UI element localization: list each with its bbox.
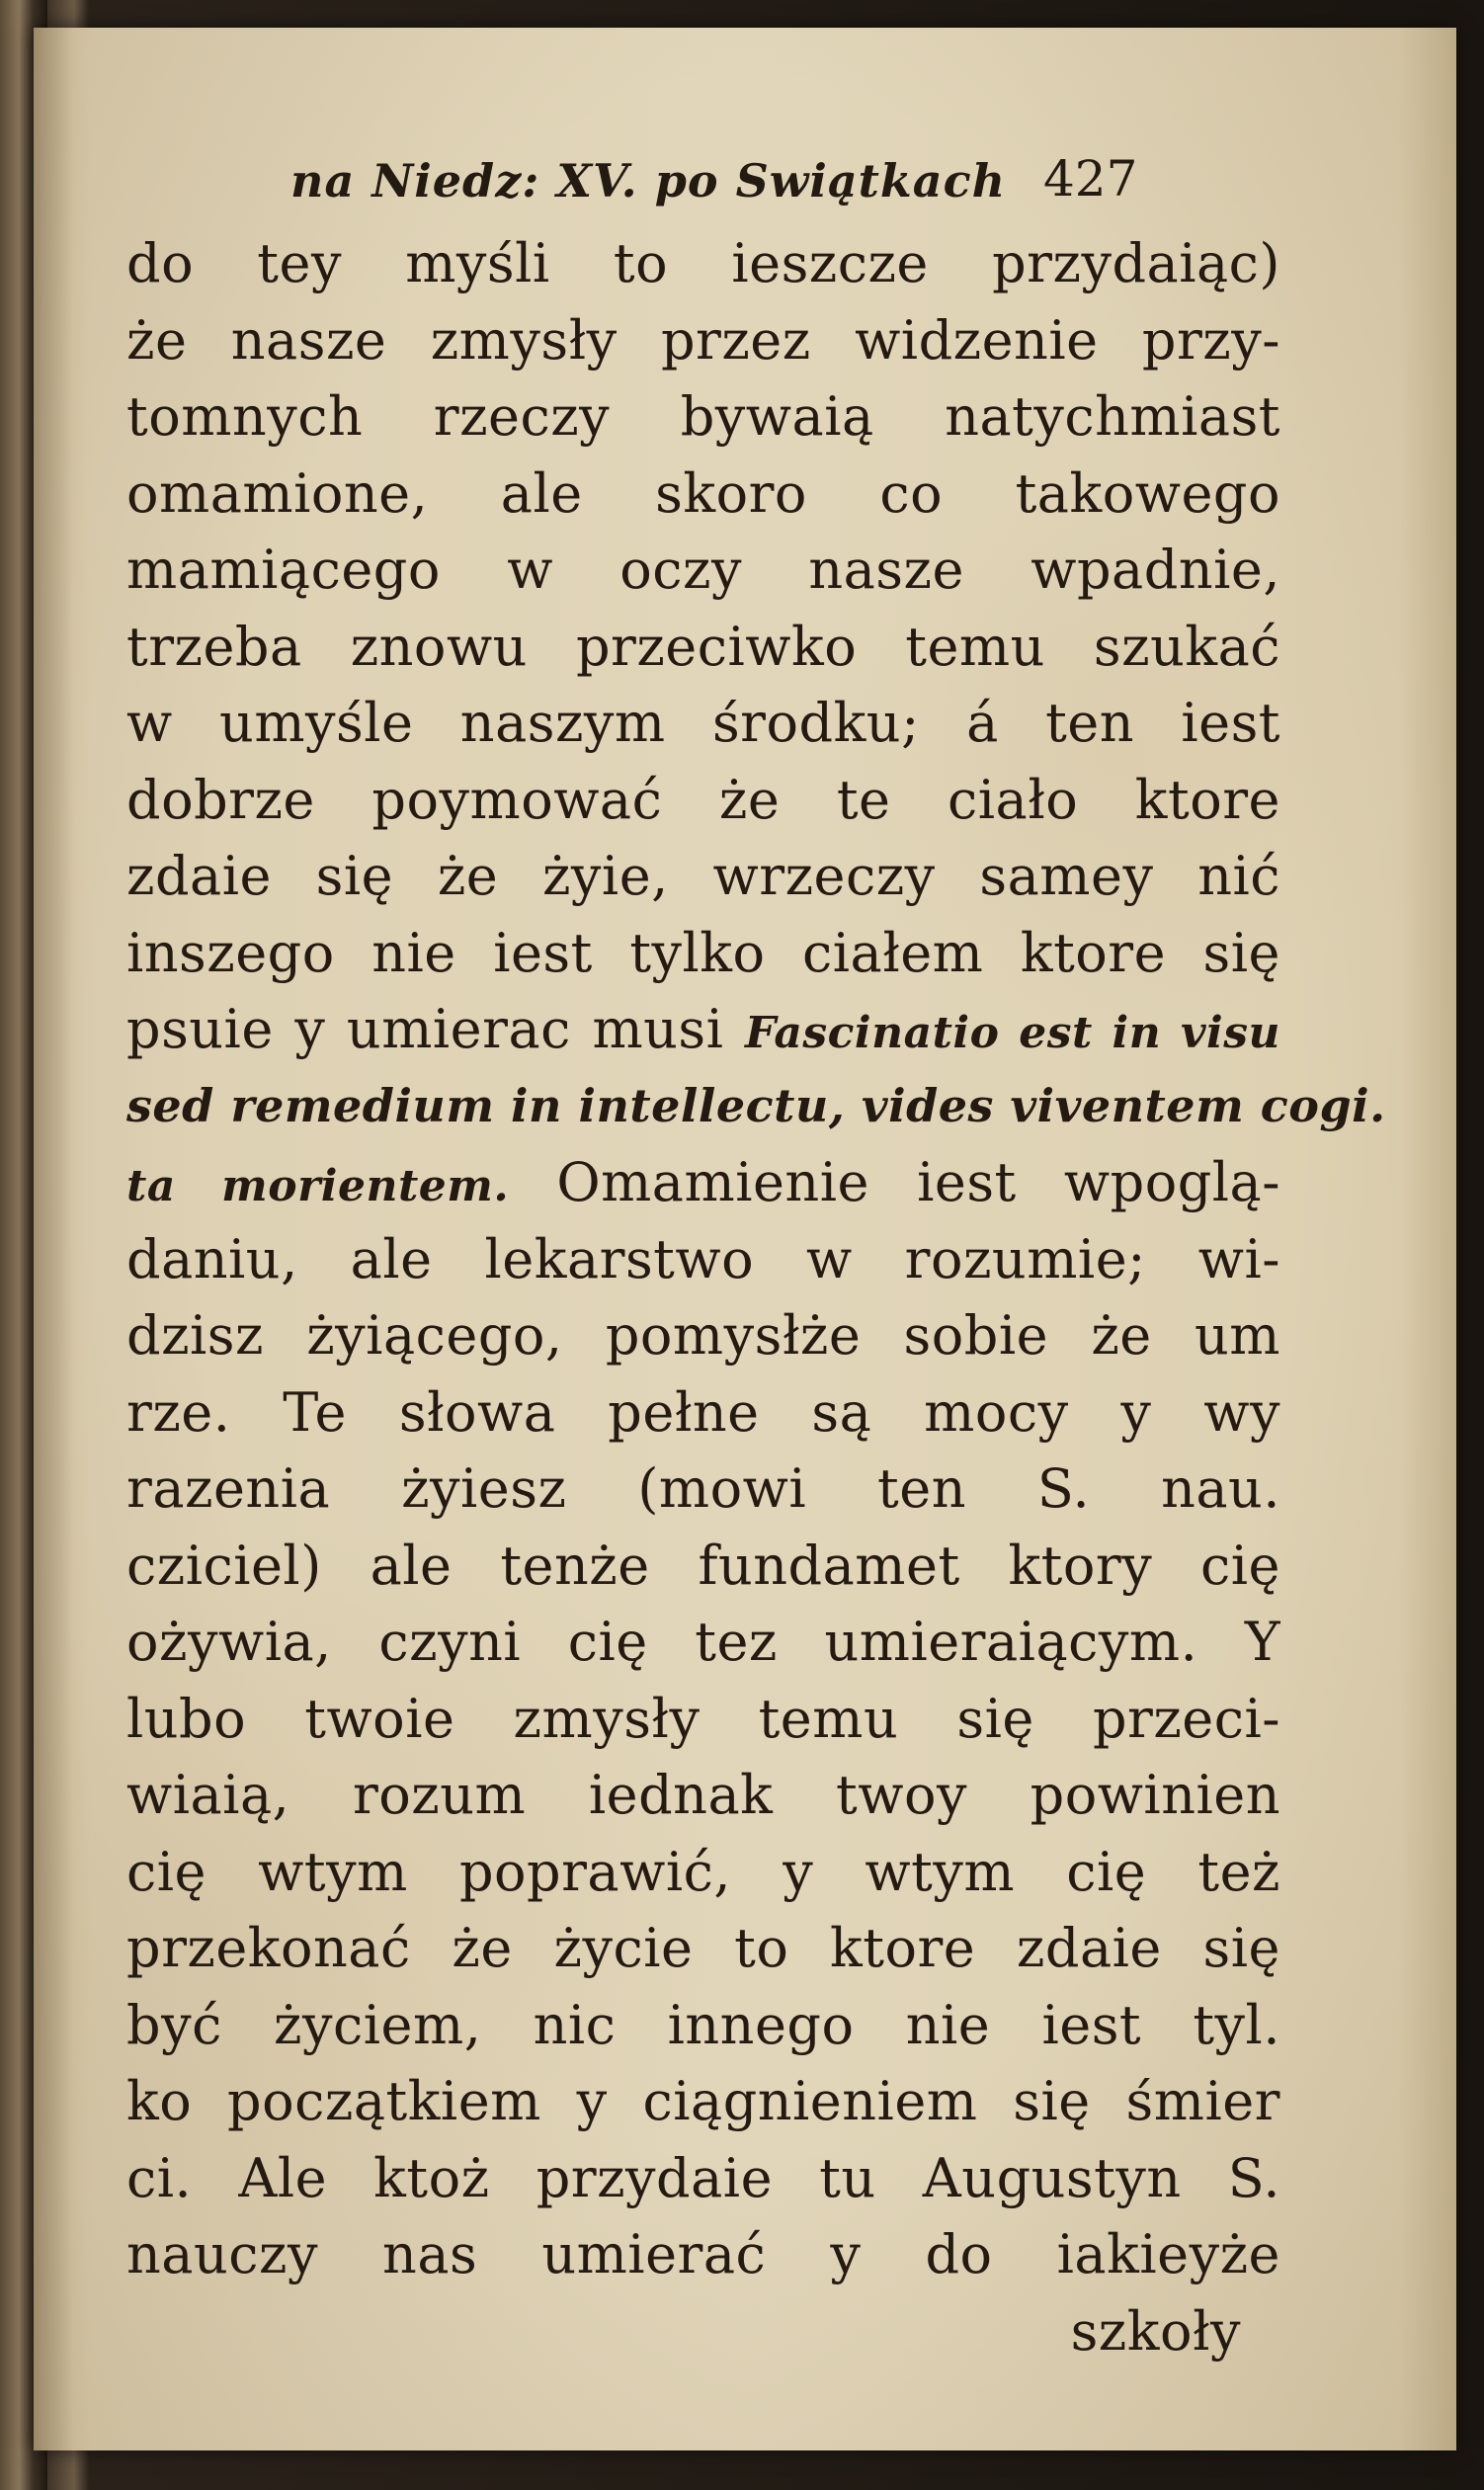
text-segment: szkoły	[1070, 2299, 1241, 2363]
text-segment: ko początkiem y ciągnieniem się śmier	[126, 2070, 1280, 2132]
text-line	[126, 1987, 1280, 2064]
text-line	[126, 1604, 1280, 1681]
text-line	[126, 1834, 1280, 1911]
text-segment: tomnych rzeczy bywaią natychmiast	[126, 385, 1280, 448]
text-line	[126, 1910, 1280, 1987]
text-line	[126, 1144, 1280, 1221]
text-segment: rze. Te słowa pełne są mocy y wy	[126, 1380, 1280, 1444]
text-line	[126, 609, 1280, 686]
text-line	[126, 225, 1280, 302]
text-segment: w umyśle naszym środku; á ten iest	[126, 692, 1280, 754]
text-segment: daniu, ale lekarstwo w rozumie; wi-	[126, 1227, 1280, 1290]
text-segment: być życiem, nic innego nie iest tyl.	[126, 1993, 1280, 2056]
text-line	[126, 762, 1280, 839]
text-segment: razenia żyiesz (mowi ten S. nau.	[126, 1457, 1280, 1520]
text-line	[126, 532, 1280, 609]
text-line	[126, 1068, 1386, 1145]
text-segment: ta morientem.	[126, 1161, 510, 1211]
text-line	[126, 1528, 1280, 1605]
text-segment: że nasze zmysły przez widzenie przy-	[126, 308, 1280, 372]
text-segment: zdaie się że żyie, wrzeczy samey nić	[126, 845, 1280, 907]
text-line	[126, 456, 1280, 533]
text-line	[126, 1681, 1280, 1758]
text-segment: Fascinatio est in visu	[744, 1008, 1280, 1058]
text-line	[126, 915, 1280, 992]
text-line	[126, 991, 1280, 1068]
text-line	[126, 1297, 1280, 1374]
text-line	[126, 2140, 1280, 2217]
text-segment: psuie y umierac musi	[126, 998, 745, 1060]
text-segment: wiaią, rozum iednak twoy powinien	[126, 1764, 1280, 1826]
running-head-title: na Niedz: XV. po Swiątkach	[290, 154, 1007, 208]
text-segment: trzeba znowu przeciwko temu szukać	[126, 615, 1280, 678]
text-line	[126, 838, 1280, 915]
text-segment: ożywia, czyni cię tez umieraiącym. Y	[126, 1611, 1280, 1673]
text-line	[126, 2216, 1280, 2293]
text-segment: omamione, ale skoro co takowego	[126, 461, 1280, 525]
text-segment: Omamienie iest wpoglą-	[509, 1151, 1280, 1213]
text-segment: inszego nie iest tylko ciałem ktore się	[126, 921, 1280, 984]
text-line	[126, 1757, 1280, 1834]
text-segment: sed remedium in intellectu, vides viventem cogi.	[126, 1078, 1386, 1132]
page-gutter-shadow	[34, 28, 73, 2450]
book-page	[34, 28, 1456, 2450]
text-segment: mamiącego w oczy nasze wpadnie,	[126, 539, 1280, 601]
text-line	[126, 302, 1280, 379]
text-segment: ci. Ale ktoż przydaie tu Augustyn S.	[126, 2146, 1280, 2209]
text-line	[126, 2293, 1280, 2370]
text-segment: nauczy nas umierać y do iakieyże	[126, 2223, 1280, 2285]
text-segment: do tey myśli to ieszcze przydaiąc)	[126, 232, 1280, 294]
text-segment: lubo twoie zmysły temu się przeci-	[126, 1687, 1280, 1750]
text-line	[126, 1451, 1280, 1528]
running-head	[192, 140, 1318, 229]
text-segment: przekonać że życie to ktore zdaie się	[126, 1917, 1280, 1979]
text-segment: cię wtym poprawić, y wtym cię też	[126, 1840, 1280, 1903]
text-line	[126, 2063, 1280, 2140]
text-segment: cziciel) ale tenże fundamet ktory cię	[126, 1534, 1280, 1597]
text-segment: dzisz żyiącego, pomysłże sobie że um	[126, 1304, 1280, 1367]
text-line	[126, 1374, 1280, 1452]
text-line	[126, 685, 1280, 762]
text-segment: dobrze poymować że te ciało ktore	[126, 768, 1280, 831]
body-text	[126, 225, 1386, 2369]
text-line	[126, 378, 1280, 456]
text-line	[126, 1221, 1280, 1298]
page-number: 427	[1043, 150, 1138, 208]
